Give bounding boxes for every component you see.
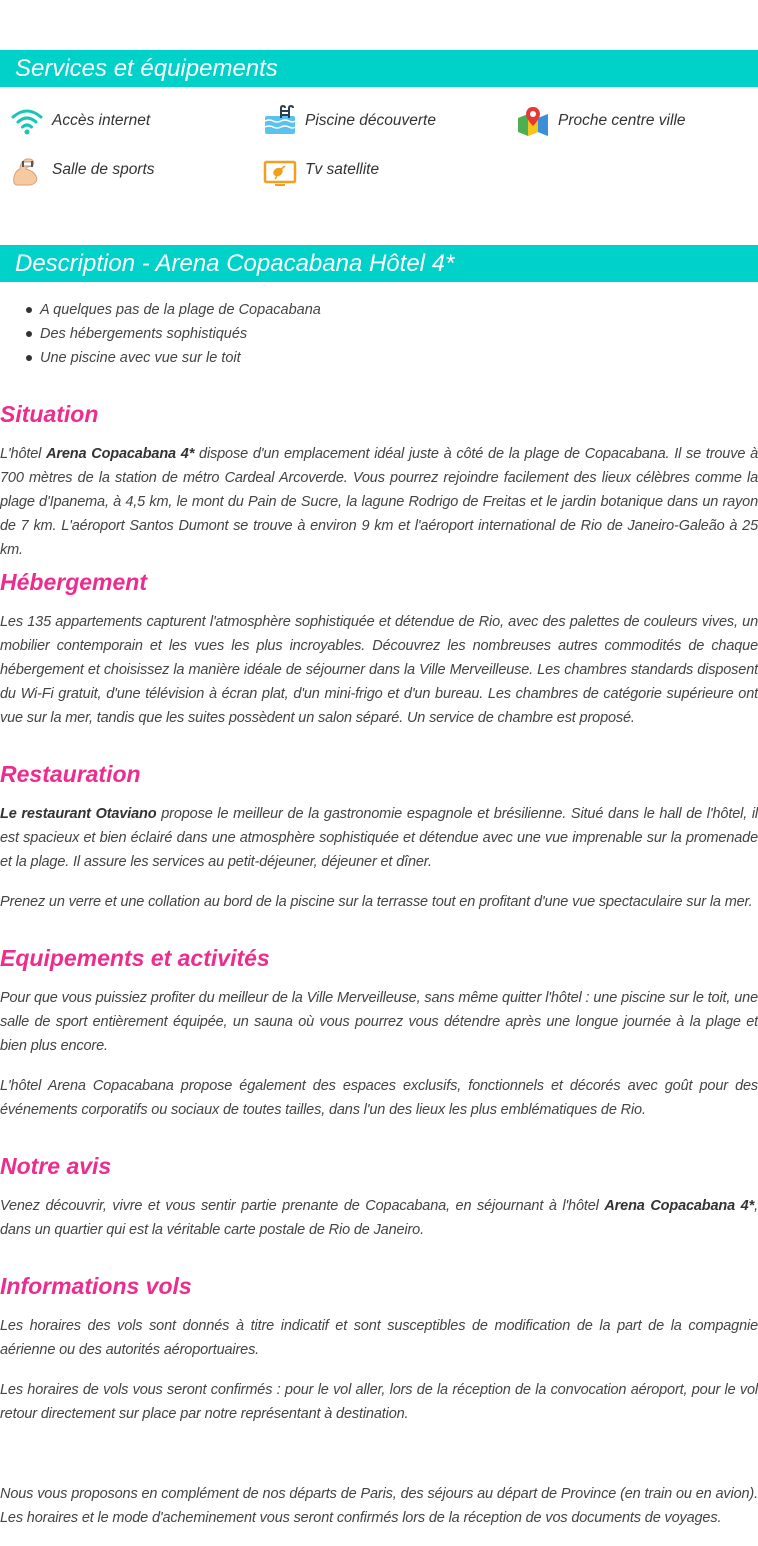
- situation-text: L'hôtel Arena Copacabana 4* dispose d'un emplacement idéal juste à côté de la plage de Copacabana. Il se trouve à 700 mètres de la station de métro Cardeal Arcoverde. Vous pourrez rejoindre facilement des lieux célèbres comme la plage d'Ipanema, à 4,5 km, le mont du Pain de Sucre, la lagune Rodrigo de Freitas et le jardin botanique dans un rayon de 7 km. L'aéroport Santos Dumont se trouve à environ 9 km et l'aéroport international de Rio de Janeiro-Galeão à 25 km.: [0, 446, 758, 558]
- restauration-heading: Restauration: [0, 761, 141, 787]
- service-label: Salle de sports: [52, 161, 155, 178]
- hebergement-heading: Hébergement: [0, 569, 147, 595]
- equipements-heading: Equipements et activités: [0, 945, 270, 971]
- description-header: Description - Arena Copacabana Hôtel 4*: [0, 245, 758, 282]
- equipements-text-2: L'hôtel Arena Copacabana propose également des espaces exclusifs, fonctionnels et décorés avec goût pour des événements corporatifs ou sociaux de toutes tailles, dans l'un des lieux les plus emblématiques de Rio.: [0, 1078, 758, 1118]
- service-label: Tv satellite: [305, 161, 380, 178]
- restauration-text-1: Le restaurant Otaviano propose le meilleur de la gastronomie espagnole et brésilienne. Situé dans le hall de l'hôtel, il est spacieux et bien éclairé dans une atmosphère sophistiquée et détendue avec une vue imprenable sur la promenade et la plage. Il assure les services au petit-déjeuner, déjeuner et dîner.: [0, 806, 758, 870]
- pool-icon: [263, 104, 297, 138]
- service-label: Piscine découverte: [305, 112, 436, 129]
- services-header: Services et équipements: [0, 50, 758, 87]
- restaurant-name: Le restaurant Otaviano: [0, 806, 157, 822]
- vols-text-3: Nous vous proposons en complément de nos départs de Paris, des séjours au départ de Province (en train ou en avion). Les horaires et le mode d'acheminement vous seront confirmés lors de la réception de vos documents de voyages.: [0, 1486, 758, 1526]
- service-label: Proche centre ville: [558, 112, 686, 129]
- list-item: Des hébergements sophistiqués: [24, 322, 321, 346]
- service-sports: [10, 153, 155, 187]
- vols-heading: Informations vols: [0, 1273, 192, 1299]
- service-centre-ville: [516, 104, 686, 138]
- equipements-text-1: Pour que vous puissiez profiter du meilleur de la Ville Merveilleuse, sans même quitter l'hôtel : une piscine sur le toit, une salle de sport entièrement équipée, un sauna où vous pourrez vous détendre après une longue journée à la plage et bien plus encore.: [0, 990, 758, 1054]
- dumbbell-arm-icon: [10, 153, 44, 187]
- service-label: Accès internet: [52, 112, 151, 129]
- situation-heading: Situation: [0, 401, 99, 427]
- vols-text-1: Les horaires des vols sont donnés à titre indicatif et sont susceptibles de modification de la part de la compagnie aérienne ou des autorités aéroportuaires.: [0, 1318, 758, 1358]
- service-internet: [10, 104, 150, 138]
- avis-heading: Notre avis: [0, 1153, 112, 1179]
- hotel-name: Arena Copacabana 4*: [604, 1198, 755, 1214]
- hebergement-text: Les 135 appartements capturent l'atmosphère sophistiquée et détendue de Rio, avec des palettes de couleurs vives, un mobilier contemporain et les vues les plus incroyables. Découvrez les nombreuses autres commodités de chaque hébergement et choisissez la manière idéale de séjourner dans la Ville Merveilleuse. Les chambres standards disposent du Wi-Fi gratuit, d'une télévision à écran plat, d'un mini-frigo et d'un bureau. Les chambres de catégorie supérieure ont vue sur la mer, tandis que les suites possèdent un salon séparé. Un service de chambre est proposé.: [0, 614, 758, 726]
- map-pin-icon: [516, 104, 550, 138]
- hotel-name: Arena Copacabana 4*: [46, 446, 195, 462]
- highlights-list: [24, 298, 321, 370]
- service-piscine: [263, 104, 436, 138]
- avis-text: Venez découvrir, vivre et vous sentir partie prenante de Copacabana, en séjournant à l'hôtel Arena Copacabana 4*, dans un quartier qui est la véritable carte postale de Rio de Janeiro.: [0, 1198, 758, 1238]
- service-tv: [263, 153, 379, 187]
- tv-satellite-icon: [263, 153, 297, 187]
- vols-text-2: Les horaires de vols vous seront confirmés : pour le vol aller, lors de la réception de la convocation aéroport, pour le vol retour directement sur place par notre représentant à destination.: [0, 1382, 758, 1422]
- restauration-text-2: Prenez un verre et une collation au bord de la piscine sur la terrasse tout en profitant d'une vue spectaculaire sur la mer.: [0, 894, 753, 910]
- wifi-icon: [10, 104, 44, 138]
- list-item: Une piscine avec vue sur le toit: [24, 346, 321, 370]
- list-item: A quelques pas de la plage de Copacabana: [24, 298, 321, 322]
